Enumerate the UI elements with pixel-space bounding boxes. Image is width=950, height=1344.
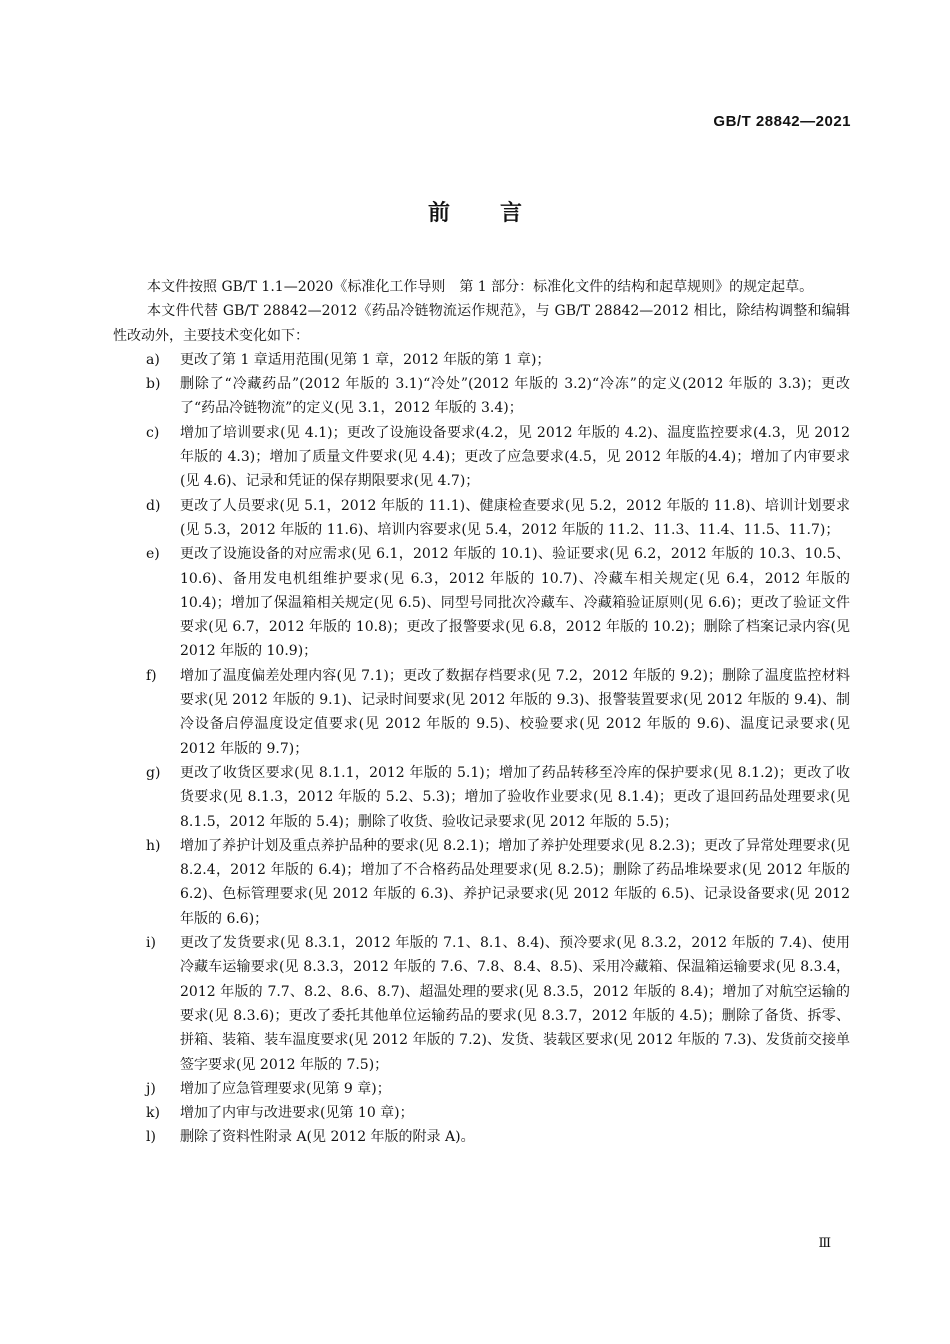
list-item	[113, 1125, 850, 1149]
foreword-body	[113, 275, 850, 1150]
list-item	[113, 1101, 850, 1125]
list-item	[113, 542, 850, 663]
list-item	[113, 494, 850, 543]
list-item-label: e)	[146, 546, 160, 563]
document-code: GB/T 28842—2021	[713, 113, 851, 130]
list-item-text: 更改了人员要求(见 5.1，2012 年版的 11.1)、健康检查要求(见 5.2，2012 年版的 11.8)、培训计划要求(见 5.3，2012 年版的 11.6)、培训内容要求(见 5.4，2012 年版的 11.2、11.3、11.4、11.5、11.7)；	[180, 497, 850, 538]
list-item	[113, 931, 850, 1077]
list-item-label: c)	[146, 424, 160, 441]
page-title: 前言	[427, 201, 572, 226]
list-item-text: 增加了内审与改进要求(见第 10 章)；	[180, 1105, 414, 1122]
list-item-text: 删除了资料性附录 A(见 2012 年版的附录 A)。	[180, 1129, 475, 1146]
list-item	[113, 1077, 850, 1101]
list-item-text: 增加了应急管理要求(见第 9 章)；	[180, 1080, 391, 1097]
list-item-label: i)	[146, 935, 156, 952]
list-item	[113, 421, 850, 494]
list-item	[113, 348, 850, 372]
paragraph-drafting-rules: 本文件按照 GB/T 1.1—2020《标准化工作导则 第 1 部分：标准化文件的结构和起草规则》的规定起草。	[147, 279, 814, 295]
list-item-text: 增加了养护计划及重点养护品种的要求(见 8.2.1)；增加了养护处理要求(见 8.2.3)；更改了异常处理要求(见 8.2.4，2012 年版的 6.4)；增加了不合格药品处理要求(见 8.2.5)；删除了药品堆垛要求(见 2012 年版的 6.2)、色标管理要求(见 2012 年版的 6.3)、养护记录要求(见 2012 年版的 6.5)、记录设备要求(见 2012 年版的 6.6)；	[180, 837, 850, 927]
list-item-label: d)	[146, 497, 161, 514]
list-item-text: 更改了发货要求(见 8.3.1，2012 年版的 7.1、8.1、8.4)、预冷要求(见 8.3.2，2012 年版的 7.4)、使用冷藏车运输要求(见 8.3.3，2012 年版的 7.6、7.8、8.4、8.5)、采用冷藏箱、保温箱运输要求(见 8.3.4，2012 年版的 7.7、8.2、8.6、8.7)、超温处理的要求(见 8.3.5，2012 年版的 8.4)；增加了对航空运输的要求(见 8.3.6)；更改了委托其他单位运输药品的要求(见 8.3.7，2012 年版的 4.5)；删除了备货、拆零、拼箱、装箱、装车温度要求(见 2012 年版的 7.2)、发货、装载区要求(见 2012 年版的 7.3)、发货前交接单签字要求(见 2012 年版的 7.5)；	[180, 935, 850, 1073]
list-item	[113, 372, 850, 421]
list-item-label: b)	[146, 376, 161, 393]
list-item-text: 增加了培训要求(见 4.1)；更改了设施设备要求(4.2，见 2012 年版的 4.2)、温度监控要求(4.3，见 2012 年版的 4.3)；增加了质量文件要求(见 4.4)；更改了应急要求(4.5，见 2012 年版的4.4)；增加了内审要求(见 4.6)、记录和凭证的保存期限要求(见 4.7)；	[180, 424, 850, 490]
list-item-text: 增加了温度偏差处理内容(见 7.1)；更改了数据存档要求(见 7.2，2012 年版的 9.2)；删除了温度监控材料要求(见 2012 年版的 9.1)、记录时间要求(见 2012 年版的 9.3)、报警装置要求(见 2012 年版的 9.4)、制冷设备启停温度设定值要求(见 2012 年版的 9.5)、校验要求(见 2012 年版的 9.6)、温度记录要求(见 2012 年版的 9.7)；	[180, 667, 850, 757]
page-number: Ⅲ	[818, 1236, 831, 1251]
list-item-label: k)	[146, 1105, 160, 1122]
changes-list	[113, 348, 850, 1150]
list-item-label: g)	[146, 764, 161, 781]
list-item	[113, 761, 850, 834]
paragraph-replacement-statement: 本文件代替 GB/T 28842—2012《药品冷链物流运作规范》，与 GB/T 28842—2012 相比，除结构调整和编辑性改动外，主要技术变化如下：	[113, 303, 850, 344]
list-item-text: 更改了设施设备的对应需求(见 6.1，2012 年版的 10.1)、验证要求(见 6.2，2012 年版的 10.3、10.5、10.6)、备用发电机组维护要求(见 6.3，2012 年版的 10.7)、冷藏车相关规定(见 6.4，2012 年版的 10.4)；增加了保温箱相关规定(见 6.5)、同型号同批次冷藏车、冷藏箱验证原则(见 6.6)；更改了验证文件要求(见 6.7，2012 年版的 10.8)；更改了报警要求(见 6.8，2012 年版的 10.2)；删除了档案记录内容(见 2012 年版的 10.9)；	[180, 546, 850, 660]
list-item-text: 更改了收货区要求(见 8.1.1，2012 年版的 5.1)；增加了药品转移至冷库的保护要求(见 8.1.2)；更改了收货要求(见 8.1.3，2012 年版的 5.2、5.3)；增加了验收作业要求(见 8.1.4)；更改了退回药品处理要求(见 8.1.5，2012 年版的 5.4)；删除了收货、验收记录要求(见 2012 年版的 5.5)；	[180, 764, 850, 830]
list-item-text: 更改了第 1 章适用范围(见第 1 章，2012 年版的第 1 章)；	[180, 351, 551, 368]
list-item-label: f)	[146, 667, 157, 684]
list-item	[113, 664, 850, 761]
list-item-label: l)	[146, 1129, 156, 1146]
list-item-label: j)	[146, 1080, 156, 1097]
list-item	[113, 834, 850, 931]
list-item-label: h)	[146, 837, 161, 854]
list-item-label: a)	[146, 351, 160, 368]
list-item-text: 删除了“冷藏药品”(2012 年版的 3.1)“冷处”(2012 年版的 3.2)“冷冻”的定义(2012 年版的 3.3)；更改了“药品冷链物流”的定义(见 3.1，2012 年版的 3.4)；	[180, 376, 850, 417]
